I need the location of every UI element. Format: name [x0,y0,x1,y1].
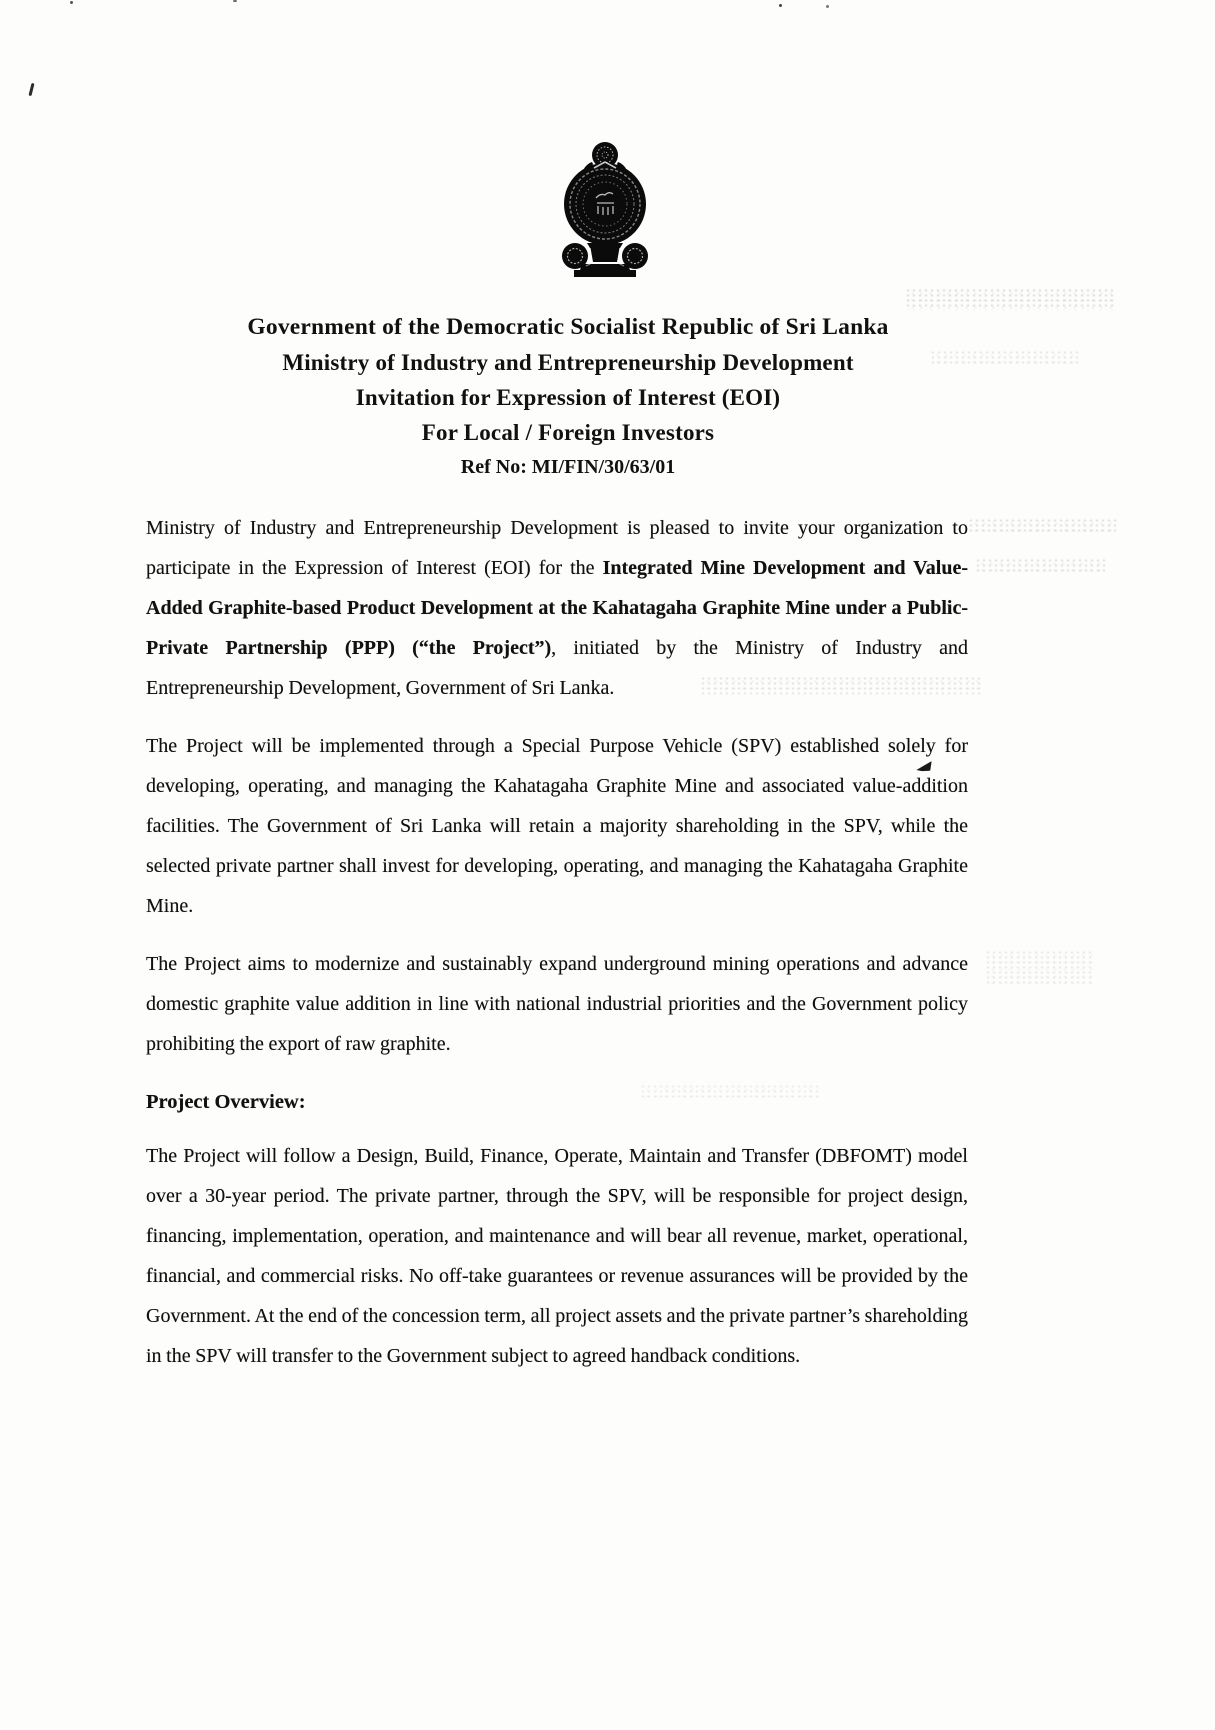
header-ministry-line: Ministry of Industry and Entrepreneurship Development [282,350,854,375]
document-body [146,310,968,1394]
sri-lanka-national-emblem-icon [556,140,654,280]
scan-speck [233,0,237,2]
scan-speck [826,5,829,8]
header-investors-line: For Local / Foreign Investors [421,420,715,445]
scan-smudge [905,288,1115,310]
scan-smudge [985,950,1095,984]
scan-speck [70,1,73,4]
paragraph-invitation-text: Ministry of Industry and Entrepreneurship Development is pleased to invite your organization to participate in the Expression of Interest (EOI) for the [146,517,968,579]
paragraph-invitation [146,508,968,708]
paragraph-invitation-project-name: Integrated Mine Development and Value-Added Graphite-based Product Development at the Kahatagaha Graphite Mine under a Public-Private Partnership (PPP) (“the Project”) [146,557,968,659]
section-heading-project-overview: Project Overview: [146,1091,306,1113]
paragraph-spv-structure: The Project will be implemented through a Special Purpose Vehicle (SPV) established solely for developing, operating, and managing the Kahatagaha Graphite Mine and associated value-addition facilities. The Government of Sri Lanka will retain a majority shareholding in the SPV, while the selected private partner shall invest for developing, operating, and managing the Kahatagaha Graphite Mine. [146,735,968,917]
scan-pen-mark [28,83,34,96]
scan-speck [779,4,782,7]
header-ref-no: Ref No: MI/FIN/30/63/01 [460,456,676,478]
header-government-line: Government of the Democratic Socialist Republic of Sri Lanka [247,314,889,340]
document-header [168,310,968,485]
scan-smudge [975,558,1107,572]
paragraph-invitation-closing: , initiated by the Ministry of Industry and Entrepreneurship Development, Government of Sri Lanka. [146,637,969,699]
header-invitation-line: Invitation for Expression of Interest (EOI) [355,385,781,410]
paragraph-project-overview: The Project will follow a Design, Build, Finance, Operate, Maintain and Transfer (DBFOMT) model over a 30-year period. The private partner, through the SPV, will be responsible for project design, financing, implementation, operation, and maintenance and will bear all revenue, market, operational, financial, and commercial risks. No off-take guarantees or revenue assurances will be provided by the Government. At the end of the concession term, all project assets and the private partner’s shareholding in the SPV will transfer to the Government subject to agreed handback conditions. [146,1145,968,1367]
scan-smudge [968,518,1118,534]
paragraph-project-aims: The Project aims to modernize and sustainably expand underground mining operations and advance domestic graphite value addition in line with national industrial priorities and the Government policy prohibiting the export of raw graphite. [146,953,968,1055]
